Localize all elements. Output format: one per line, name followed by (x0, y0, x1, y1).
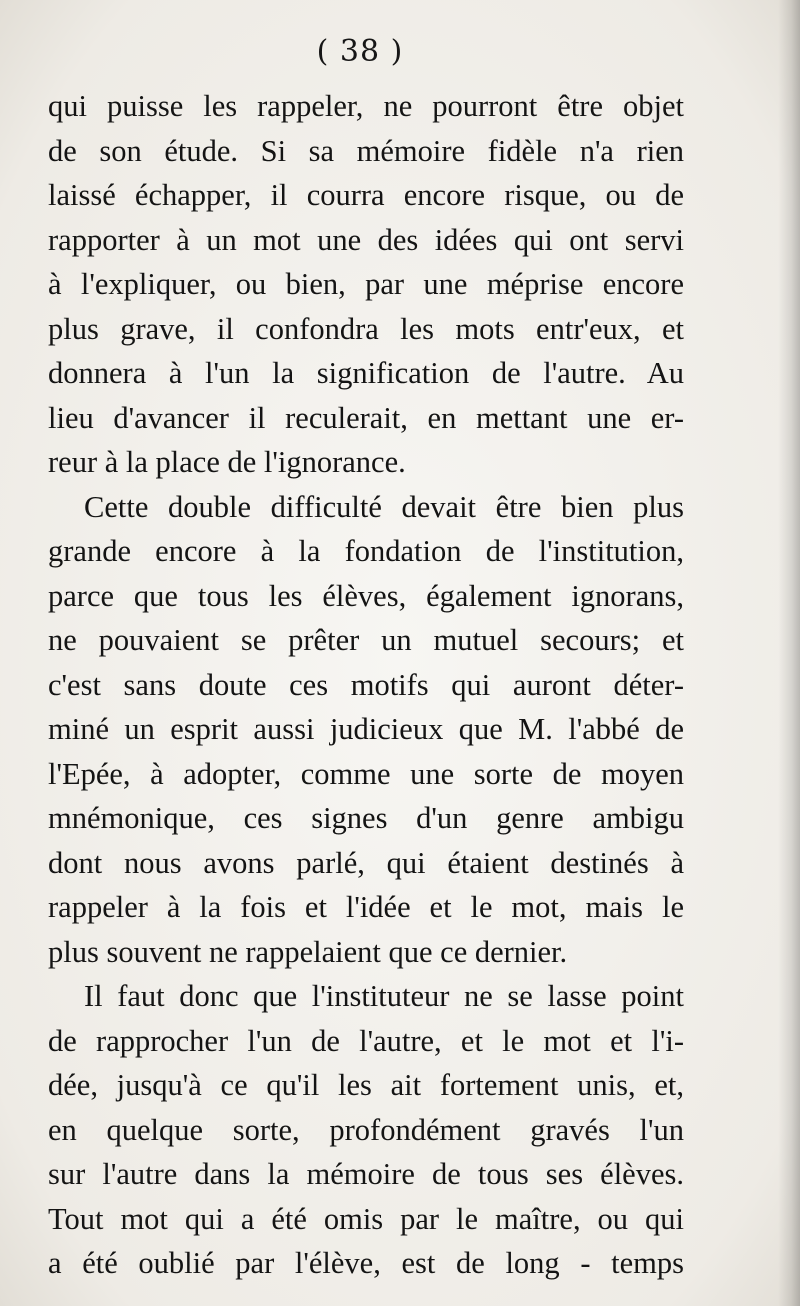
text-line: de rapprocher l'un de l'autre, et le mot et l'i- (48, 1023, 684, 1058)
text-line: dont nous avons parlé, qui étaient destinés à (48, 845, 684, 880)
text-line: c'est sans doute ces motifs qui auront déter- (48, 667, 684, 702)
text-line: Cette double difficulté devait être bien plus (84, 489, 684, 524)
text-line: parce que tous les élèves, également ignorans, (48, 578, 684, 613)
text-line: lieu d'avancer il reculerait, en mettant une er- (48, 400, 684, 435)
page-edge-shadow (778, 0, 800, 1306)
text-line: ne pouvaient se prêter un mutuel secours; et (48, 623, 684, 657)
text-line: sur l'autre dans la mémoire de tous ses élèves. (48, 1157, 684, 1191)
text-line: rapporter à un mot une des idées qui ont servi (48, 222, 684, 257)
text-line: reur à la place de l'ignorance. (48, 445, 406, 479)
paragraph-2 (48, 485, 684, 975)
text-line: donnera à l'un la signification de l'autre. Au (48, 356, 684, 390)
text-line: miné un esprit aussi judicieux que M. l'abbé de (48, 712, 684, 746)
text-line: Il faut donc que l'instituteur ne se lasse point (84, 979, 684, 1013)
page-number: ( 38 ) (316, 34, 404, 69)
text-line: dée, jusqu'à ce qu'il les ait fortement unis, et, (48, 1068, 684, 1102)
text-line: plus souvent ne rappelaient que ce dernier. (48, 934, 568, 969)
body-text (48, 84, 684, 1286)
text-line: plus grave, il confondra les mots entr'eux, et (48, 311, 684, 346)
paragraph-3 (48, 974, 684, 1286)
text-line: de son étude. Si sa mémoire fidèle n'a rien (48, 133, 684, 168)
text-line: l'Epée, à adopter, comme une sorte de moyen (48, 756, 684, 791)
text-line: Tout mot qui a été omis par le maître, ou qui (48, 1201, 684, 1236)
paragraph-1 (48, 84, 684, 485)
text-line: rappeler à la fois et l'idée et le mot, mais le (48, 890, 684, 924)
text-line: à l'expliquer, ou bien, par une méprise encore (48, 267, 684, 301)
text-line: en quelque sorte, profondément gravés l'un (48, 1112, 684, 1147)
text-line: a été oublié par l'élève, est de long - temps (48, 1246, 684, 1280)
text-line: grande encore à la fondation de l'institution, (48, 534, 684, 568)
text-line: mnémonique, ces signes d'un genre ambigu (48, 801, 684, 835)
text-line: qui puisse les rappeler, ne pourront être objet (48, 89, 684, 123)
text-line: laissé échapper, il courra encore risque, ou de (48, 178, 684, 212)
